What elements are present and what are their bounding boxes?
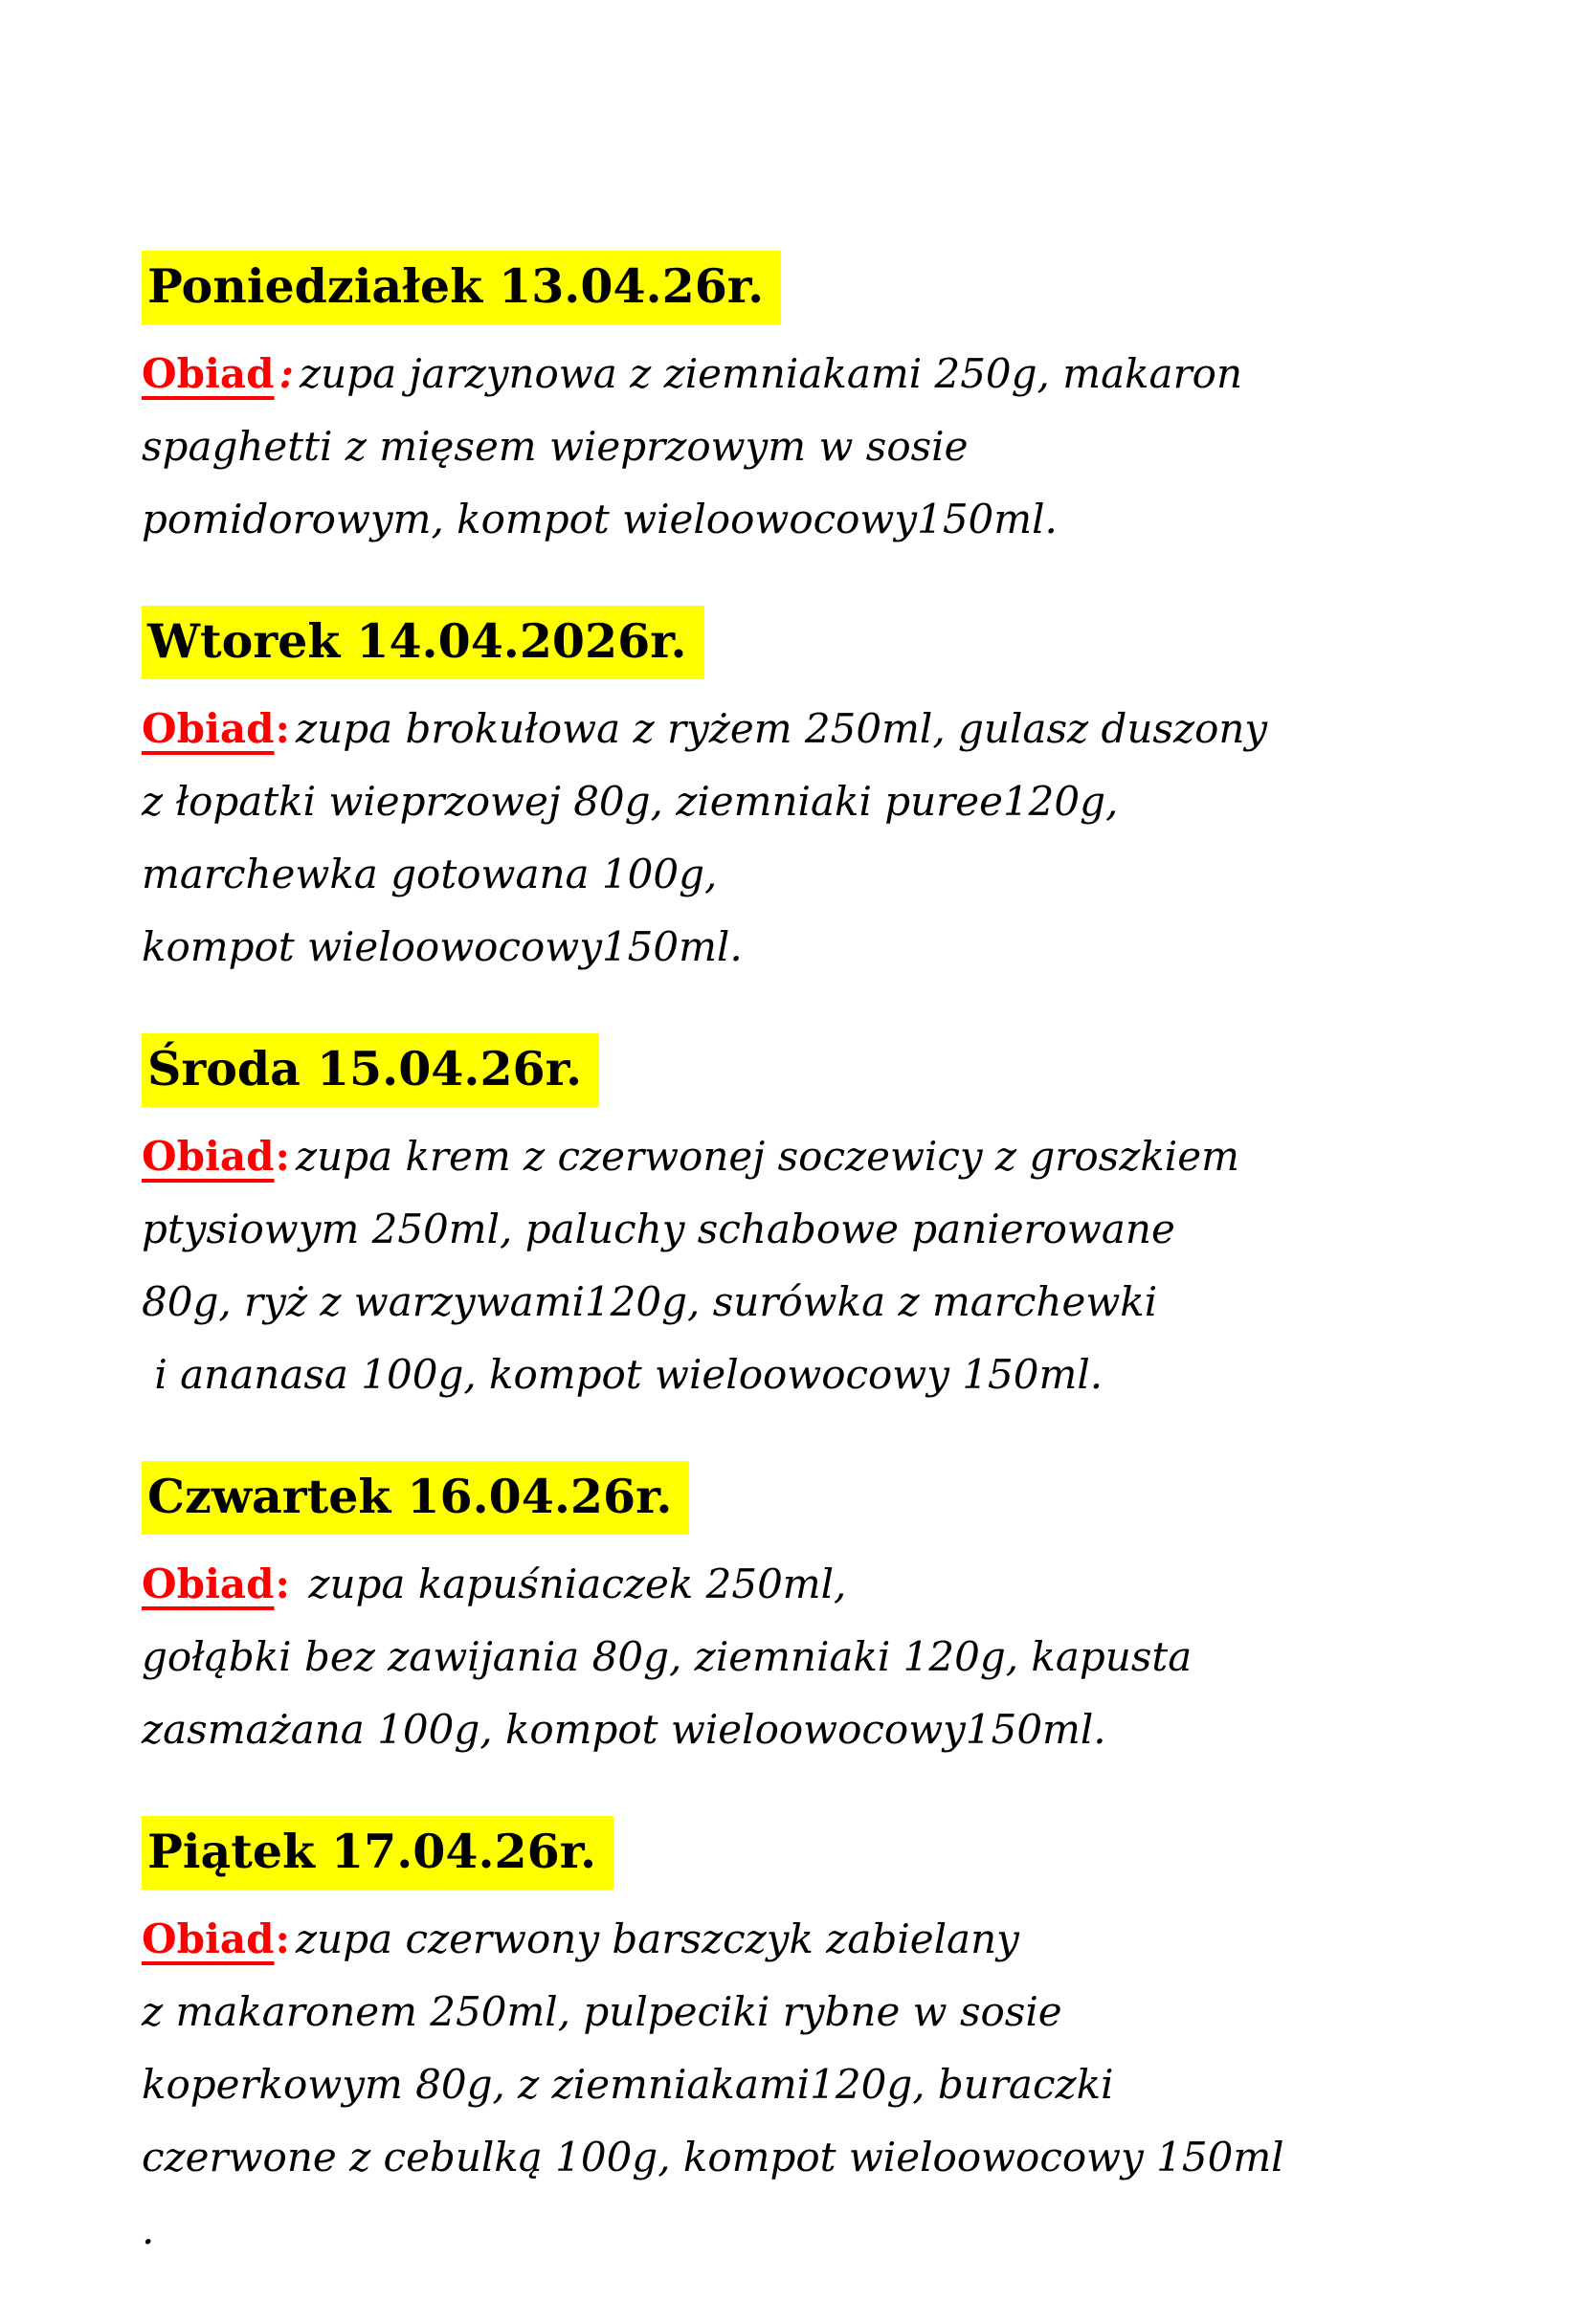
meal-line: gołąbki bez zawijania 80g, ziemniaki 120g, kapusta bbox=[142, 1633, 1193, 1680]
meal-line: pomidorowym, kompot wieloowocowy150ml. bbox=[142, 496, 1058, 542]
meal-label bbox=[142, 1133, 290, 1180]
day-section-monday bbox=[142, 251, 1468, 556]
day-title bbox=[142, 1816, 1468, 1890]
day-section-friday bbox=[142, 1816, 1468, 2267]
meal-line: czerwone z cebulką 100g, kompot wieloowocowy 150ml bbox=[142, 2134, 1284, 2180]
day-title bbox=[142, 251, 1468, 324]
day-title-highlight: Poniedziałek 13.04.26r. bbox=[142, 251, 781, 324]
meal-paragraph bbox=[142, 1548, 1468, 1766]
meal-line: koperkowym 80g, z ziemniakami120g, buraczki bbox=[142, 2061, 1114, 2108]
day-title bbox=[142, 606, 1468, 679]
meal-line: zupa czerwony barszczyk zabielany bbox=[296, 1915, 1019, 1962]
meal-line: kompot wieloowocowy150ml. bbox=[142, 923, 743, 970]
meal-label-colon: : bbox=[275, 1915, 291, 1962]
day-title-highlight: Czwartek 16.04.26r. bbox=[142, 1461, 689, 1535]
meal-label bbox=[142, 350, 294, 397]
meal-paragraph bbox=[142, 338, 1468, 556]
meal-label bbox=[142, 705, 290, 752]
meal-paragraph bbox=[142, 1903, 1468, 2267]
meal-line: . bbox=[142, 2206, 155, 2253]
meal-line: zupa brokułowa z ryżem 250ml, gulasz duszony bbox=[296, 705, 1268, 752]
day-title-highlight: Środa 15.04.26r. bbox=[142, 1033, 599, 1107]
meal-line: 80g, ryż z warzywami120g, surówka z marchewki bbox=[142, 1278, 1158, 1325]
meal-label-colon: : bbox=[275, 705, 291, 752]
meal-label-colon: : bbox=[275, 1560, 291, 1607]
meal-label-colon: : bbox=[275, 1133, 291, 1180]
meal-label-text: Obiad bbox=[142, 705, 275, 752]
day-title bbox=[142, 1033, 1468, 1107]
meal-line: zupa krem z czerwonej soczewicy z groszkiem bbox=[296, 1133, 1239, 1180]
meal-line: i ananasa 100g, kompot wieloowocowy 150ml. bbox=[142, 1351, 1104, 1398]
meal-label-text: Obiad bbox=[142, 350, 275, 397]
meal-label-text: Obiad bbox=[142, 1133, 275, 1180]
meal-line: ptysiowym 250ml, paluchy schabowe panierowane bbox=[142, 1206, 1175, 1252]
meal-label-text: Obiad bbox=[142, 1560, 275, 1607]
meal-line: z łopatki wieprzowej 80g, ziemniaki puree120g, bbox=[142, 778, 1119, 825]
day-title bbox=[142, 1461, 1468, 1535]
day-section-wednesday bbox=[142, 1033, 1468, 1411]
meal-line: zasmażana 100g, kompot wieloowocowy150ml. bbox=[142, 1706, 1106, 1753]
day-title-highlight: Piątek 17.04.26r. bbox=[142, 1816, 613, 1890]
meal-paragraph bbox=[142, 693, 1468, 984]
meal-label-text: Obiad bbox=[142, 1915, 275, 1962]
meal-line: z makaronem 250ml, pulpeciki rybne w sosie bbox=[142, 1988, 1062, 2035]
day-section-thursday bbox=[142, 1461, 1468, 1766]
meal-line: marchewka gotowana 100g, bbox=[142, 851, 718, 897]
meal-line: zupa jarzynowa z ziemniakami 250g, makaron bbox=[300, 350, 1243, 397]
meal-line: spaghetti z mięsem wieprzowym w sosie bbox=[142, 423, 969, 470]
day-title-highlight: Wtorek 14.04.2026r. bbox=[142, 606, 704, 679]
meal-label-colon: : bbox=[279, 350, 295, 397]
meal-line: zupa kapuśniaczek 250ml, bbox=[296, 1560, 847, 1607]
day-section-tuesday bbox=[142, 606, 1468, 984]
meal-label bbox=[142, 1560, 290, 1607]
meal-label bbox=[142, 1915, 290, 1962]
meal-paragraph bbox=[142, 1120, 1468, 1411]
